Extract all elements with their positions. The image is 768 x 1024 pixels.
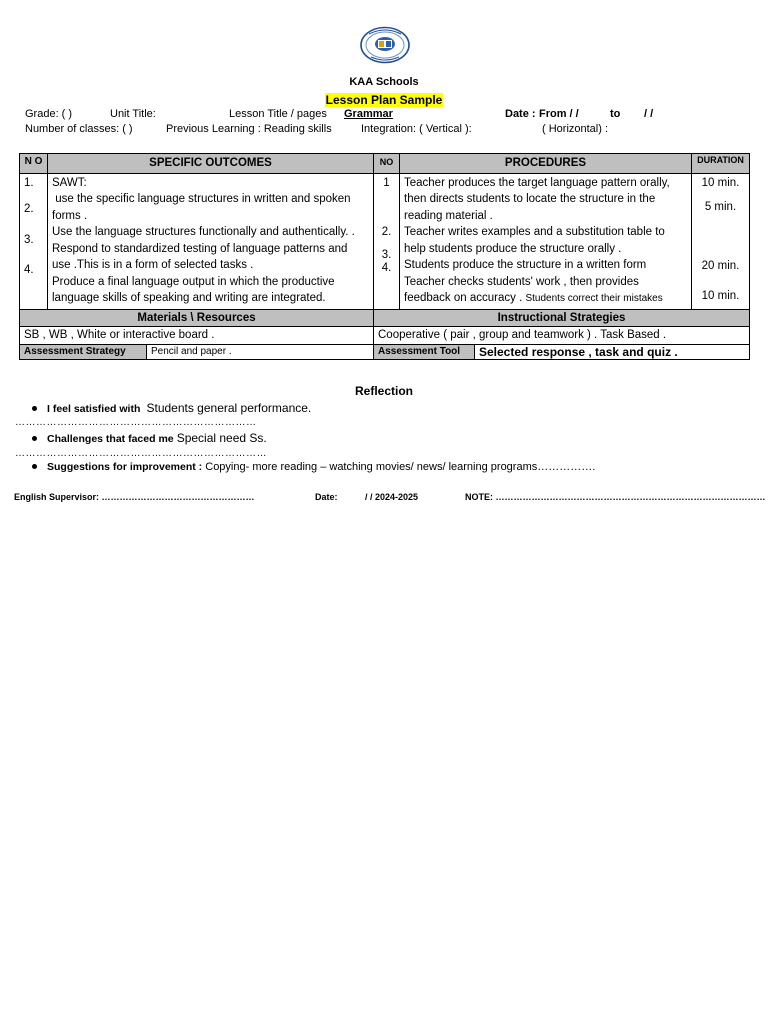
duration-value: 20 min. <box>701 259 740 272</box>
strategies-value: Cooperative ( pair , group and teamwork ) . Task Based . <box>374 326 750 344</box>
integration-vertical-field: Integration: ( Vertical ): <box>361 123 472 135</box>
outcome-numbers-cell <box>20 173 48 309</box>
previous-learning-field: Previous Learning : Reading skills <box>166 123 332 135</box>
col-header-procedures: PROCEDURES <box>400 154 692 174</box>
reflection-label: Challenges that faced me <box>47 433 174 445</box>
outcome-number: 3. <box>24 233 34 246</box>
assessment-strategy-label: Assessment Strategy <box>20 345 147 359</box>
outcome-number: 1. <box>24 176 34 189</box>
outcome-item: use the specific language structures in written and spoken forms . <box>52 193 354 222</box>
outcomes-cell <box>48 173 374 309</box>
assessment-row <box>20 344 750 359</box>
col-header-duration: DURATION <box>692 154 750 174</box>
procedure-number: 2. <box>381 226 392 238</box>
dotted-line: …………………………………………………………… <box>15 417 257 428</box>
materials-value: SB , WB , White or interactive board . <box>20 326 374 344</box>
procedure-note: Students correct their mistakes <box>525 293 663 304</box>
procedure-item: Teacher writes examples and a substitution table to help students produce the structure orally . <box>404 226 665 255</box>
procedure-numbers-cell <box>374 173 400 309</box>
outcome-number: 4. <box>24 264 34 276</box>
assessment-tool-value: Selected response , task and quiz . <box>479 344 678 359</box>
lesson-title-value: Grammar <box>344 108 393 120</box>
procedure-item: Students produce the structure in a written form <box>404 259 647 271</box>
procedure-number: 4. <box>381 261 392 274</box>
strategies-header: Instructional Strategies <box>374 309 750 326</box>
assessment-strategy-cell <box>20 344 374 359</box>
document-title-wrap <box>0 91 768 109</box>
bullet-icon <box>32 436 37 441</box>
date-label: Date : <box>505 108 536 120</box>
lesson-plan-table <box>19 153 750 360</box>
procedures-cell <box>400 173 692 309</box>
bullet-icon <box>32 406 37 411</box>
duration-value: 5 min. <box>704 201 737 213</box>
reflection-label: I feel satisfied with <box>47 403 141 415</box>
procedure-item: Teacher produces the target language pattern orally, then directs students to locate the structure in the reading material . <box>404 176 670 222</box>
reflection-title: Reflection <box>354 384 413 398</box>
table-body-row <box>20 173 750 309</box>
outcome-item: Use the language structures functionally and authentically. . <box>52 226 355 238</box>
col-header-no2: NO <box>374 154 400 174</box>
procedure-number: 3. <box>381 248 392 261</box>
date-from: From / / <box>539 108 579 120</box>
reflection-value: Special need Ss. <box>176 431 267 445</box>
reflection-item <box>32 461 595 473</box>
supervisor-field: English Supervisor: …………………………………………… <box>14 492 255 502</box>
bullet-icon <box>32 464 37 469</box>
school-name: KAA Schools <box>349 76 419 88</box>
unit-title-field: Unit Title: <box>110 108 156 120</box>
dotted-line: ……………………………………………………………… <box>15 448 267 459</box>
outcome-item: Produce a final language output in which the productive language skills of speaking and writing are integrated. <box>52 275 335 304</box>
footer-date-value: / / 2024-2025 <box>365 492 419 502</box>
outcome-item: SAWT: <box>52 176 87 189</box>
duration-value: 10 min. <box>701 290 740 302</box>
materials-header: Materials \ Resources <box>20 309 374 326</box>
assessment-tool-cell <box>374 344 750 359</box>
outcome-item: Respond to standardized testing of language patterns and use .This is in a form of selected tasks . <box>52 242 348 271</box>
procedure-text: Teacher checks students' work , then provides feedback on accuracy . <box>404 275 639 304</box>
classes-field: Number of classes: ( ) <box>25 123 133 135</box>
col-header-no: N O <box>20 154 48 174</box>
reflection-item <box>32 431 267 445</box>
integration-horizontal-field: ( Horizontal) : <box>542 123 609 135</box>
assessment-tool-label: Assessment Tool <box>374 345 475 359</box>
reflection-value: Students general performance. <box>146 401 312 415</box>
footer-note: NOTE: ……………………………………………………………………………… <box>465 492 766 502</box>
col-header-outcomes: SPECIFIC OUTCOMES <box>48 154 374 174</box>
reflection-item <box>32 401 311 415</box>
materials-strategies-header-row <box>20 309 750 326</box>
materials-strategies-row <box>20 326 750 344</box>
footer-date-label: Date: <box>315 492 338 502</box>
table-header-row <box>20 154 750 174</box>
durations-cell <box>692 173 750 309</box>
reflection-value: Copying- more reading – watching movies/ news/ learning programs……………. <box>205 461 596 473</box>
date-to: to <box>610 108 621 120</box>
outcome-number: 2. <box>24 203 34 215</box>
procedure-item <box>404 274 687 308</box>
reflection-label: Suggestions for improvement : <box>47 461 203 473</box>
grade-field: Grade: ( ) <box>25 108 73 120</box>
assessment-strategy-value: Pencil and paper . <box>151 345 232 357</box>
duration-value: 10 min. <box>701 176 740 189</box>
date-to-slashes: / / <box>644 108 654 120</box>
document-title: Lesson Plan Sample <box>325 93 443 107</box>
school-logo-icon <box>359 26 411 64</box>
procedure-number: 1 <box>383 176 390 189</box>
lesson-title-label: Lesson Title / pages <box>229 108 327 120</box>
